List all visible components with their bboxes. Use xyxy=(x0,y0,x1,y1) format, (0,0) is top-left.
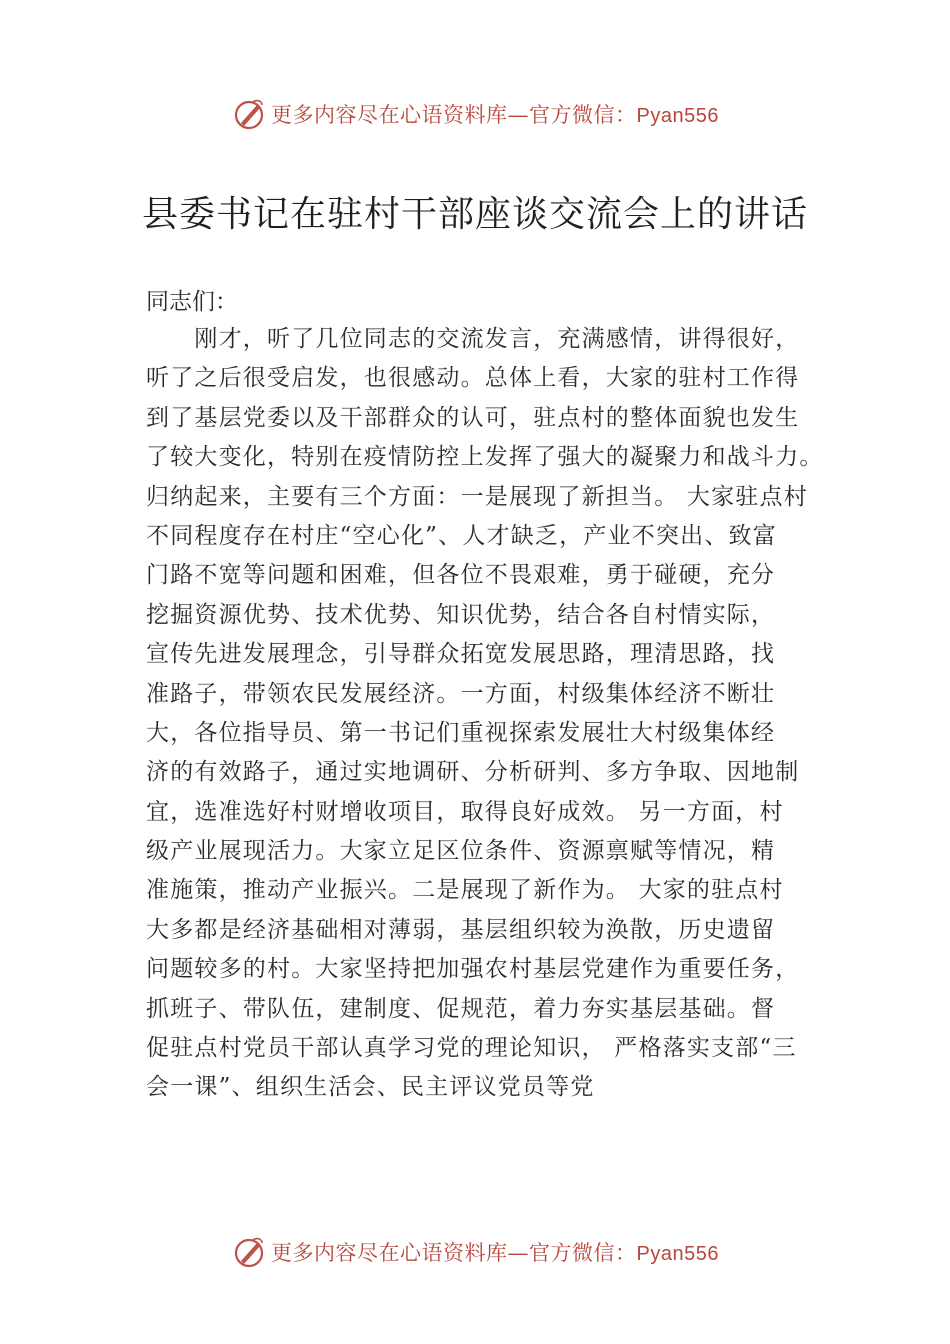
body-line: 问题较多的村。大家坚持把加强农村基层党建作为重要任务， xyxy=(146,956,800,983)
banner-text: 更多内容尽在心语资料库—官方微信：Pyan556 xyxy=(271,1241,719,1265)
body-line: 不同程度存在村庄“空心化”、人才缺乏，产业不突出、致富 xyxy=(146,522,777,549)
body-line: 促驻点村党员干部认真学习党的理论知识， 严格落实支部“三 xyxy=(146,1035,797,1062)
footer-banner xyxy=(0,1232,950,1272)
pen-seal-icon xyxy=(231,1234,267,1270)
body-text xyxy=(146,320,836,1108)
body-line: 大，各位指导员、第一书记们重视探索发展壮大村级集体经 xyxy=(146,719,776,746)
pen-seal-icon xyxy=(231,96,267,132)
body-line: 级产业展现活力。大家立足区位条件、资源禀赋等情况，精 xyxy=(146,838,776,865)
body-line: 听了之后很受启发，也很感动。总体上看，大家的驻村工作得 xyxy=(146,365,800,392)
banner-text: 更多内容尽在心语资料库—官方微信：Pyan556 xyxy=(271,103,719,127)
body-line: 宣传先进发展理念，引导群众拓宽发展思路，理清思路，找 xyxy=(146,641,776,668)
document-title: 县委书记在驻村干部座谈交流会上的讲话 xyxy=(141,194,808,235)
body-line: 会一课”、组织生活会、民主评议党员等党 xyxy=(146,1074,595,1101)
body-line: 刚才，听了几位同志的交流发言，充满感情，讲得很好， xyxy=(146,326,800,352)
header-banner xyxy=(0,94,950,134)
body-line: 济的有效路子，通过实地调研、分析研判、多方争取、因地制 xyxy=(146,759,800,786)
body-line: 抓班子、带队伍，建制度、促规范，着力夯实基层基础。督 xyxy=(146,995,776,1022)
body-line: 宜，选准选好村财增收项目，取得良好成效。 另一方面，村 xyxy=(146,798,784,825)
body-line: 到了基层党委以及干部群众的认可，驻点村的整体面貌也发生 xyxy=(146,404,800,431)
body-line: 准施策，推动产业振兴。二是展现了新作为。 大家的驻点村 xyxy=(146,877,784,904)
salutation: 同志们： xyxy=(146,289,238,315)
body-line: 门路不宽等问题和困难，但各位不畏艰难，勇于碰硬，充分 xyxy=(146,562,776,589)
body-line: 大多都是经济基础相对薄弱，基层组织较为涣散，历史遗留 xyxy=(146,916,776,943)
body-line: 挖掘资源优势、技术优势、知识优势，结合各自村情实际， xyxy=(146,601,776,628)
body-line: 了较大变化，特别在疫情防控上发挥了强大的凝聚力和战斗力。 xyxy=(146,444,824,471)
body-line: 归纳起来，主要有三个方面：一是展现了新担当。 大家驻点村 xyxy=(146,483,808,510)
body-line: 准路子，带领农民发展经济。一方面，村级集体经济不断壮 xyxy=(146,680,776,707)
